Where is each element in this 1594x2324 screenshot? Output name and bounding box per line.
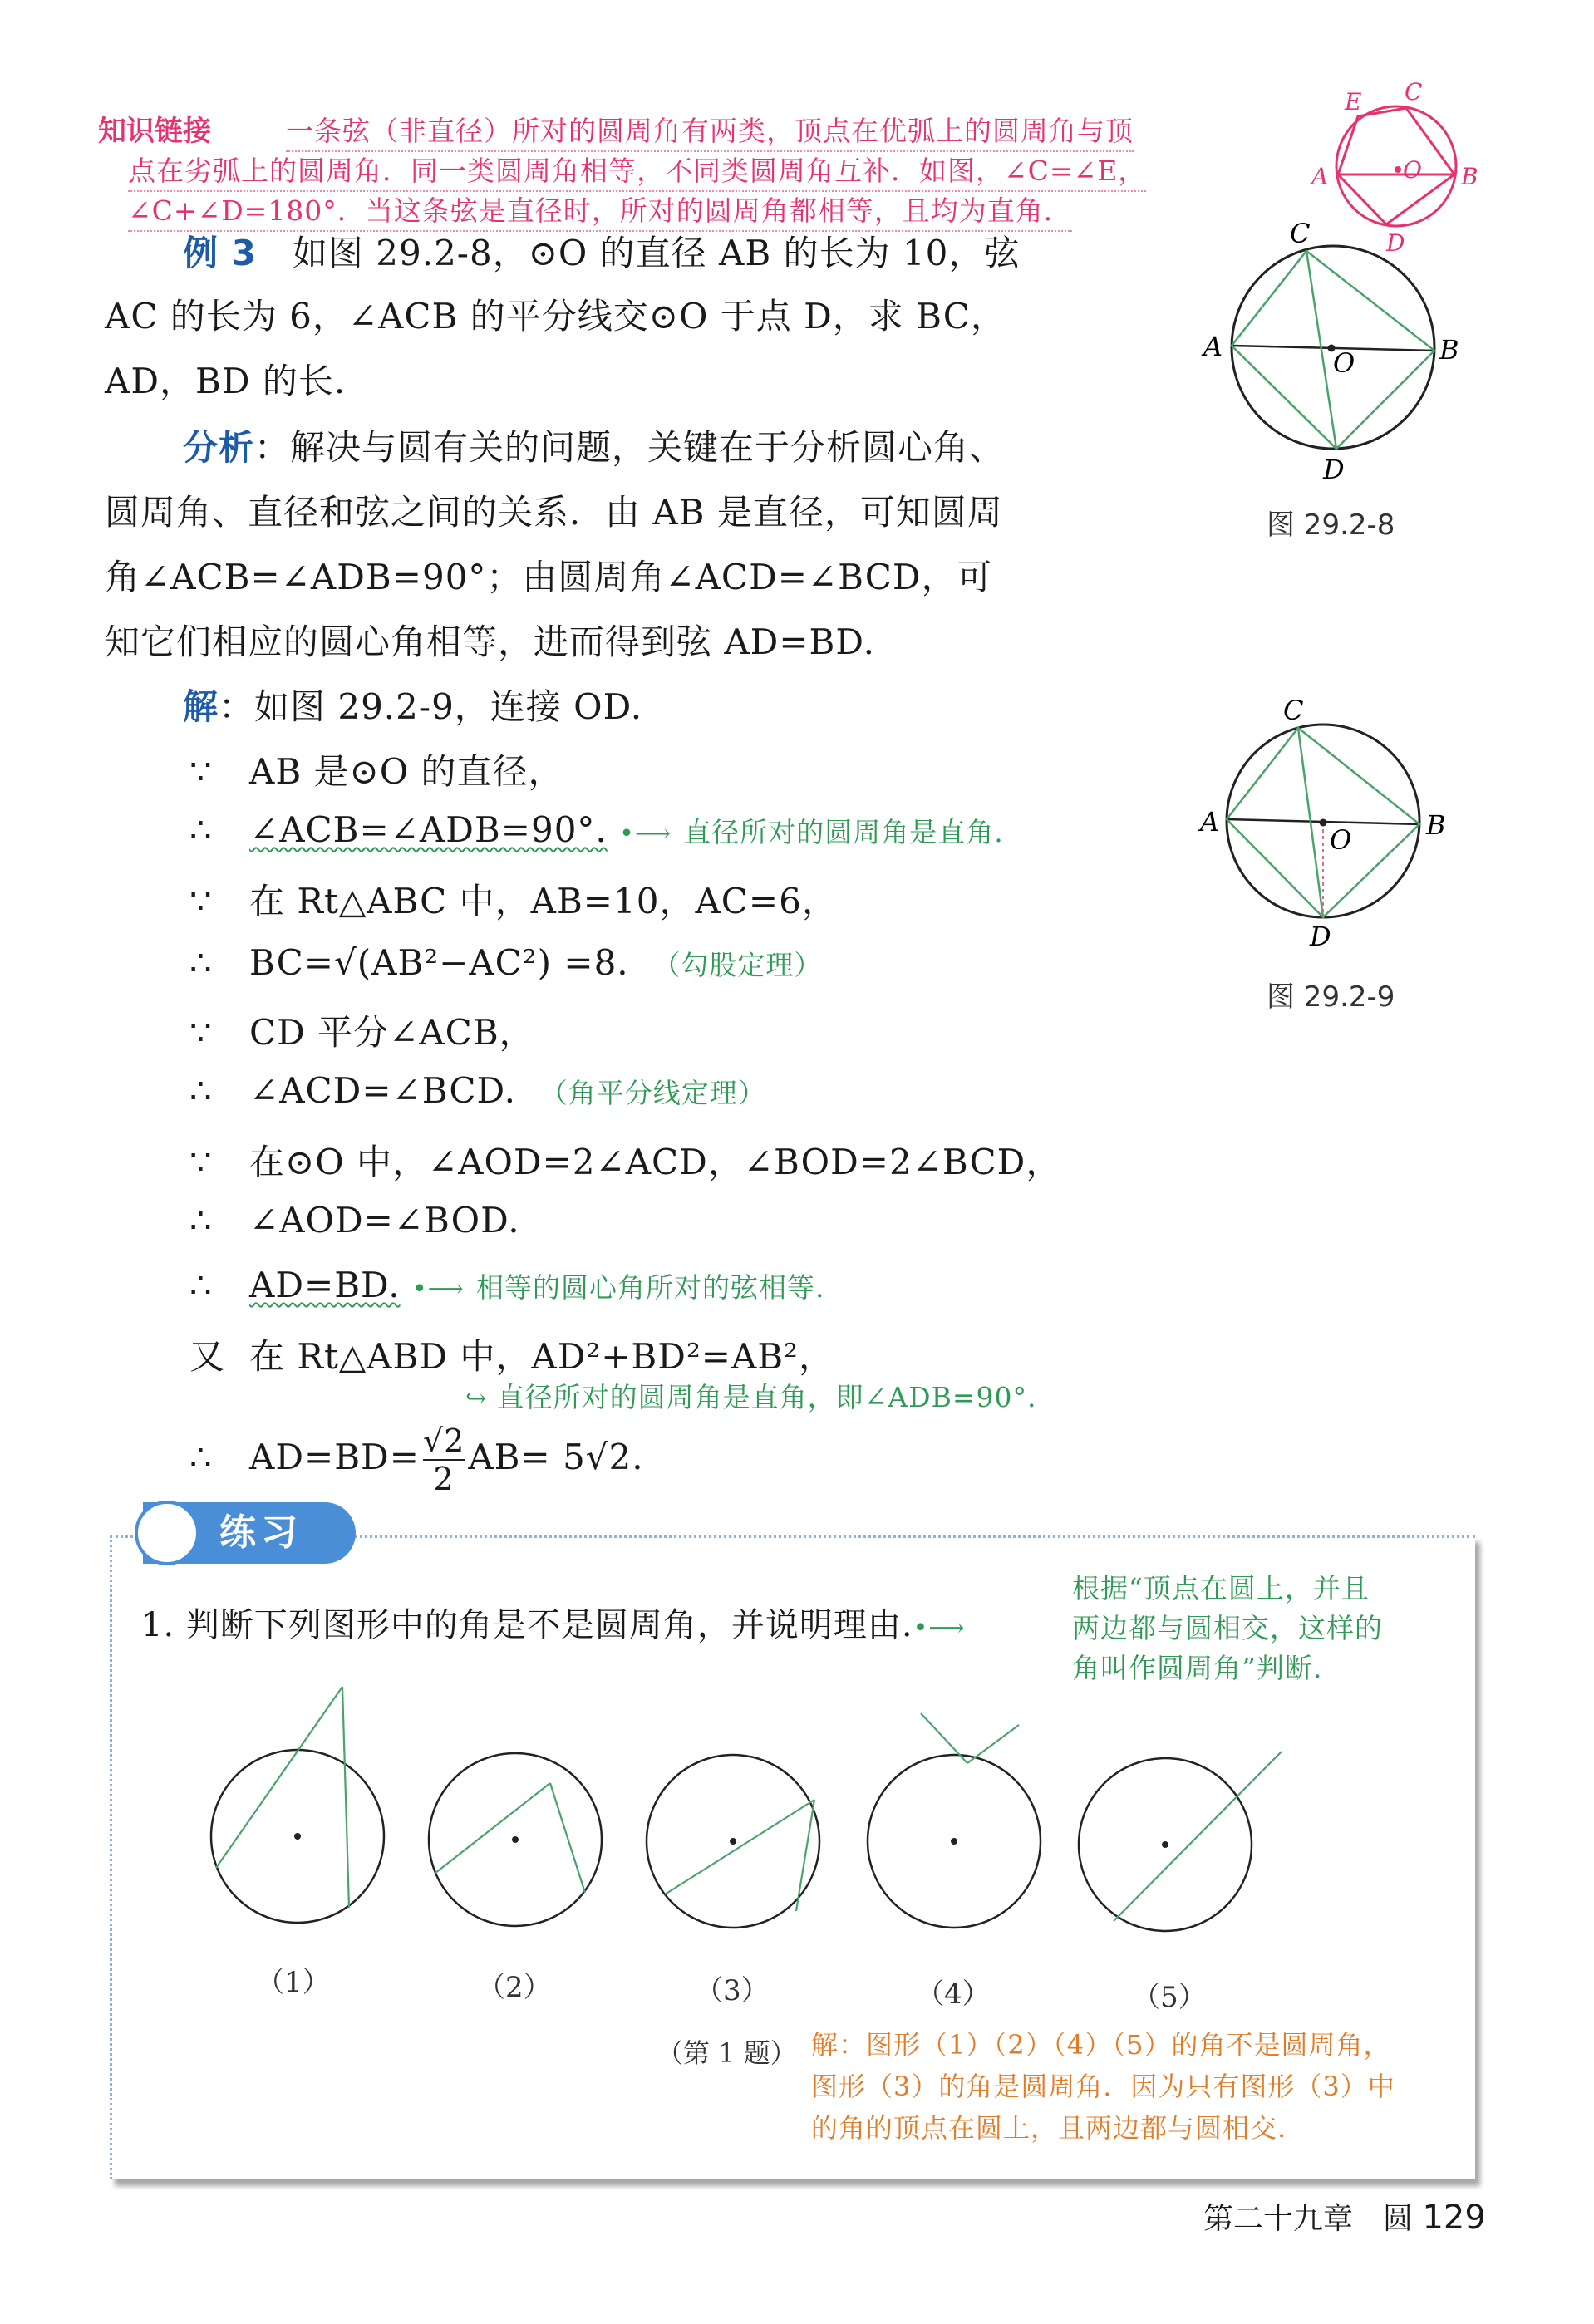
- fig8-caption: 图 29.2-8: [1267, 509, 1395, 542]
- fig9-label-d: D: [1310, 921, 1331, 952]
- step-5-symbol: ∵: [189, 1012, 213, 1053]
- step-8-symbol: ∴: [189, 1200, 213, 1241]
- fig8-label-b: B: [1439, 334, 1459, 366]
- practice-q1-arrow: •⟶: [913, 1614, 966, 1643]
- step-11-tail: AB= 5√2.: [468, 1437, 644, 1477]
- practice-fig-5: [1079, 1752, 1282, 1931]
- small-label-d: D: [1386, 229, 1405, 257]
- answer-line-1: 解：图形（1）（2）（4）（5）的角不是圆周角，: [811, 2029, 1391, 2061]
- step-10-arrow: ↪: [465, 1384, 488, 1413]
- step-2-arrow: •⟶: [619, 819, 672, 848]
- step-1-symbol: ∵: [189, 751, 213, 792]
- step-9-symbol: ∴: [189, 1265, 213, 1305]
- fig9-caption: 图 29.2-9: [1267, 980, 1395, 1014]
- practice-fig-1: [211, 1687, 384, 1923]
- fig8-label-a: A: [1203, 331, 1223, 362]
- knowledge-title: 知识链接: [98, 115, 211, 148]
- practice-fig-label-4: （4）: [916, 1978, 991, 2011]
- small-label-o: O: [1403, 156, 1422, 184]
- analysis-line-2: 圆周角、直径和弦之间的关系．由 AB 是直径，可知圆周: [105, 492, 1003, 533]
- step-7-symbol: ∵: [189, 1142, 213, 1182]
- step-6-text: ∠ACD=∠BCD.: [249, 1070, 517, 1111]
- step-8: [189, 1200, 520, 1241]
- analysis-line-3: 角∠ACB=∠ADB=90°；由圆周角∠ACD=∠BCD，可: [105, 557, 993, 597]
- answer-line-3: 的角的顶点在圆上，且两边都与圆相交.: [811, 2112, 1287, 2144]
- step-10-text: 在 Rt△ABD 中，AD²+BD²=AB²，: [249, 1336, 835, 1377]
- step-10-note: 直径所对的圆周角是直角，即∠ADB=90°.: [496, 1381, 1037, 1413]
- example-line-2: AC 的长为 6，∠ACB 的平分线交⊙O 于点 D，求 BC，: [105, 296, 1006, 337]
- solution-intro-text: ：如图 29.2-9，连接 OD.: [219, 686, 643, 727]
- practice-fig-label-2: （2）: [477, 1971, 552, 2004]
- knowledge-line-3: ∠C+∠D=180°．当这条弦是直径时，所对的圆周角都相等，且均为直角．: [128, 189, 1072, 232]
- practice-fig-4: [868, 1713, 1041, 1928]
- knowledge-line-1: 一条弦（非直径）所对的圆周角有两类，顶点在优弧上的圆周角与顶: [286, 110, 1134, 152]
- figure-29-2-8: [1197, 218, 1463, 484]
- step-1-text: AB 是⊙O 的直径，: [249, 751, 564, 792]
- analysis-line-1: [183, 420, 1005, 470]
- step-4-symbol: ∴: [189, 942, 213, 983]
- page-number: 129: [1422, 2199, 1486, 2237]
- step-9-arrow: •⟶: [411, 1275, 465, 1304]
- step-4-text: BC=√(AB²−AC²) =8.: [249, 942, 629, 983]
- practice-fig-label-3: （3）: [695, 1974, 770, 2007]
- fig9-center: [1320, 819, 1327, 827]
- fig8-label-d: D: [1323, 454, 1345, 484]
- practice-caption: （第 1 题）: [657, 2037, 797, 2069]
- step-9-note: 相等的圆心角所对的弦相等.: [476, 1271, 825, 1304]
- step-10-symbol: 又: [189, 1336, 226, 1377]
- step-10: [189, 1329, 834, 1379]
- step-11-symbol: ∴: [189, 1437, 213, 1477]
- practice-figures: [199, 1670, 1313, 1953]
- example-text-1: 如图 29.2-8，⊙O 的直径 AB 的长为 10，弦: [292, 233, 1021, 273]
- step-11: [189, 1422, 644, 1497]
- practice-q1: [141, 1599, 965, 1646]
- practice-q1-text: 1. 判断下列图形中的角是不是圆周角，并说明理由.: [141, 1606, 913, 1644]
- step-8-text: ∠AOD=∠BOD.: [249, 1200, 520, 1241]
- example-line-3: AD，BD 的长.: [105, 361, 347, 401]
- step-5: [189, 1005, 535, 1055]
- step-6: [189, 1070, 766, 1111]
- step-2-text: ∠ACB=∠ADB=90°.: [249, 809, 608, 850]
- practice-badge: [143, 1502, 356, 1564]
- side-note-line-2: 两边都与圆相交，这样的: [1072, 1612, 1383, 1644]
- small-quad-upper: [1338, 108, 1454, 174]
- practice-fig-3: [647, 1755, 819, 1928]
- fig9-label-c: C: [1283, 695, 1304, 726]
- analysis-text-1: ：解决与圆有关的问题，关键在于分析圆心角、: [254, 427, 1006, 468]
- fraction-numerator: √2: [422, 1422, 465, 1459]
- fig9-label-b: B: [1426, 809, 1446, 841]
- step-7-text: 在⊙O 中，∠AOD=2∠ACD，∠BOD=2∠BCD，: [249, 1142, 1062, 1182]
- small-label-b: B: [1461, 163, 1478, 190]
- step-3-text: 在 Rt△ABC 中，AB=10，AC=6，: [249, 881, 838, 921]
- side-note-line-3: 角叫作圆周角”判断.: [1072, 1652, 1323, 1684]
- answer-line-2: 图形（3）的角是圆周角．因为只有图形（3）中: [811, 2071, 1395, 2102]
- practice-fig-label-1: （1）: [256, 1966, 331, 1999]
- step-10-note-row: [465, 1376, 1036, 1415]
- solution-label: 解: [183, 686, 219, 727]
- page-footer: [1203, 2195, 1486, 2238]
- analysis-label: 分析: [183, 427, 255, 468]
- small-label-a: A: [1311, 163, 1329, 190]
- practice-badge-text: 练习: [219, 1511, 303, 1554]
- step-4: [189, 942, 822, 983]
- step-3: [189, 874, 838, 924]
- fig9-label-o: O: [1330, 824, 1352, 856]
- step-1: [189, 744, 564, 794]
- side-note-line-1: 根据“顶点在圆上，并且: [1072, 1572, 1370, 1604]
- fig8-label-c: C: [1290, 218, 1311, 249]
- step-6-symbol: ∴: [189, 1070, 213, 1111]
- practice-fig-label-5: （5）: [1132, 1981, 1207, 2014]
- fig9-label-a: A: [1200, 806, 1220, 838]
- example-label: 例 3: [183, 233, 257, 273]
- practice-answer: [811, 2024, 1395, 2149]
- step-5-text: CD 平分∠ACB，: [249, 1012, 535, 1053]
- practice-fig-2: [429, 1753, 602, 1926]
- step-2-symbol: ∴: [189, 809, 213, 850]
- fraction-denominator: 2: [433, 1461, 455, 1497]
- step-11-text: AD=BD=: [249, 1437, 420, 1477]
- step-3-symbol: ∵: [189, 881, 213, 921]
- footer-chapter: 第二十九章 圆: [1203, 2202, 1414, 2236]
- step-9: [189, 1265, 825, 1305]
- step-2-note: 直径所对的圆周角是直角.: [683, 816, 1004, 848]
- step-4-note: （勾股定理）: [652, 949, 823, 981]
- fig8-label-o: O: [1333, 347, 1355, 379]
- small-label-c: C: [1405, 78, 1423, 106]
- small-label-e: E: [1345, 88, 1362, 115]
- step-9-text: AD=BD.: [249, 1265, 401, 1305]
- small-lower-chords: [1338, 174, 1454, 224]
- pencil-badge-icon: [135, 1501, 199, 1565]
- analysis-line-4: 知它们相应的圆心角相等，进而得到弦 AD=BD.: [105, 622, 875, 662]
- step-7: [189, 1135, 1061, 1185]
- step-2: [189, 809, 1004, 850]
- example-line-1: [183, 226, 1020, 276]
- solution-intro: [183, 680, 642, 730]
- small-center-dot: [1395, 166, 1401, 173]
- step-6-note: （角平分线定理）: [539, 1077, 766, 1109]
- figure-29-2-9: [1197, 695, 1463, 961]
- step-11-fraction: [423, 1422, 465, 1497]
- knowledge-line-2: 点在劣弧上的圆周角．同一类圆周角相等，不同类圆周角互补．如图，∠C=∠E，: [128, 150, 1146, 192]
